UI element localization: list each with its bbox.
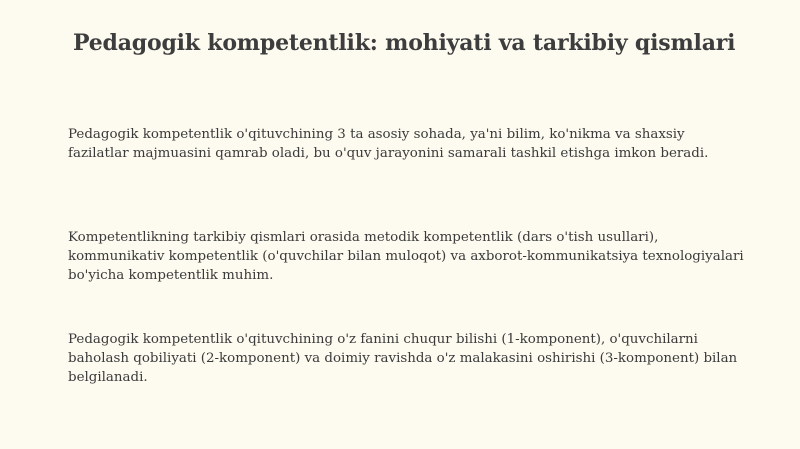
paragraph-3: Pedagogik kompetentlik o'qituvchining o'z fanini chuqur bilishi (1-komponent), o'quvchilarni baholash qobiliyati (2-komponent) va doimiy ravishda o'z malakasini oshirishi (3-komponent) bilan belgilanadi. [68,332,738,385]
slide-title: Pedagogik kompetentlik: mohiyati va tarkibiy qismlari [73,30,736,56]
paragraph-2: Kompetentlikning tarkibiy qismlari orasida metodik kompetentlik (dars o'tish usullari), kommunikativ kompetentlik (o'quvchilar bilan muloqot) va axborot-kommunikatsiya texnologiyalari bo'yicha kompetentlik muhim. [68,230,744,283]
paragraph-1: Pedagogik kompetentlik o'qituvchining 3 ta asosiy sohada, ya'ni bilim, ko'nikma va shaxsiy fazilatlar majmuasini qamrab oladi, bu o'quv jarayonini samarali tashkil etishga imkon beradi. [68,127,709,161]
